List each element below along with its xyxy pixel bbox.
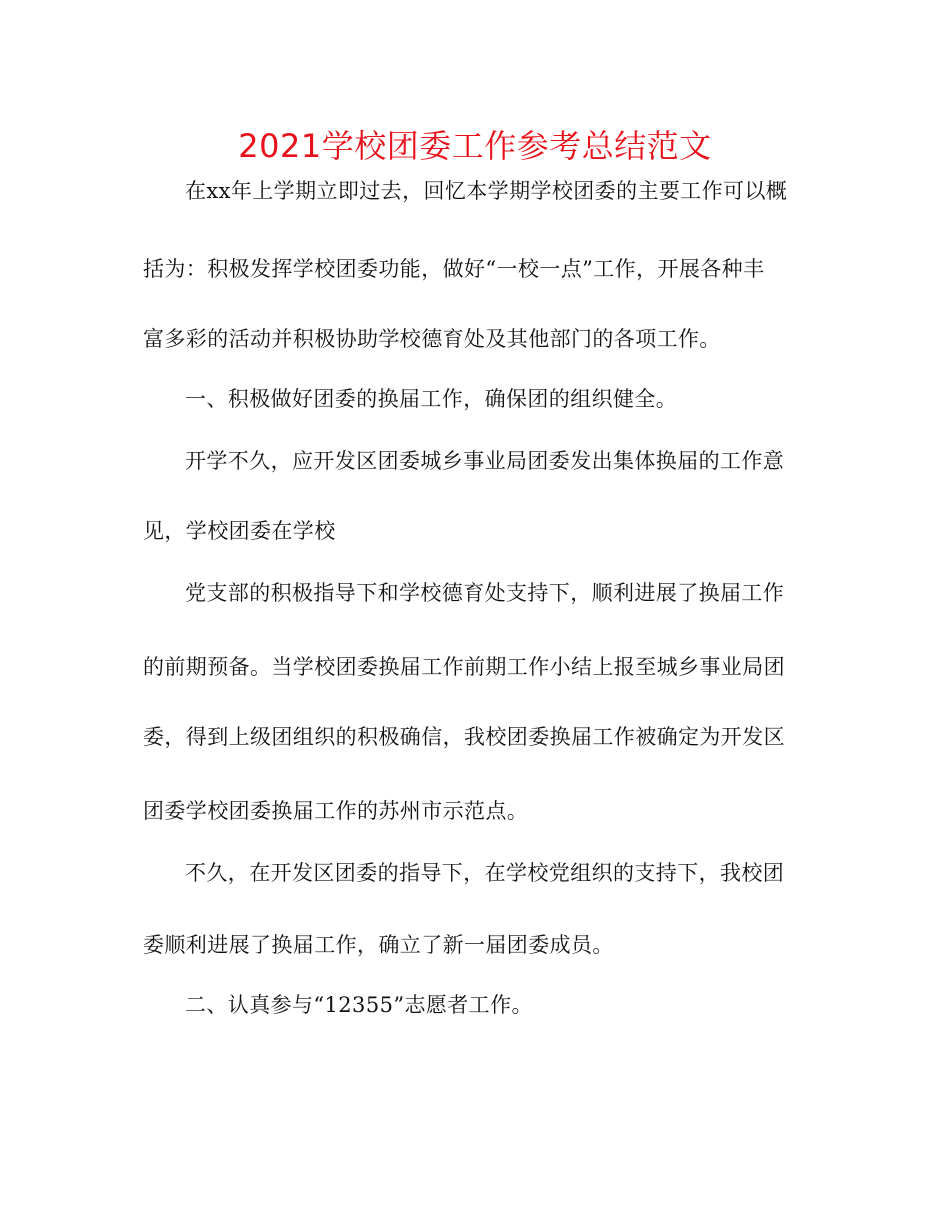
paragraph-line-12: 委顺利进展了换届工作，确立了新一届团委成员。	[143, 933, 614, 957]
paragraph-line-6: 见，学校团委在学校	[143, 519, 336, 543]
paragraph-line-3: 富多彩的活动并积极协助学校德育处及其他部门的各项工作。	[143, 327, 721, 351]
section-heading-2: 二、认真参与“12355”志愿者工作。	[185, 993, 533, 1017]
document-title: 2021学校团委工作参考总结范文	[238, 127, 712, 165]
paragraph-line-2: 括为：积极发挥学校团委功能，做好“一校一点”工作，开展各种丰	[143, 257, 765, 281]
section-heading-1: 一、积极做好团委的换届工作，确保团的组织健全。	[185, 387, 678, 411]
paragraph-line-8: 的前期预备。当学校团委换届工作前期工作小结上报至城乡事业局团	[143, 655, 785, 679]
paragraph-line-7: 党支部的积极指导下和学校德育处支持下，顺利进展了换届工作	[185, 581, 785, 605]
paragraph-line-5: 开学不久，应开发区团委城乡事业局团委发出集体换届的工作意	[185, 449, 785, 473]
paragraph-line-9: 委，得到上级团组织的积极确信，我校团委换届工作被确定为开发区	[143, 725, 785, 749]
paragraph-line-11: 不久，在开发区团委的指导下，在学校党组织的支持下，我校团	[185, 861, 785, 885]
paragraph-line-1: 在xx年上学期立即过去，回忆本学期学校团委的主要工作可以概	[185, 179, 788, 203]
paragraph-line-10: 团委学校团委换届工作的苏州市示范点。	[143, 799, 529, 823]
